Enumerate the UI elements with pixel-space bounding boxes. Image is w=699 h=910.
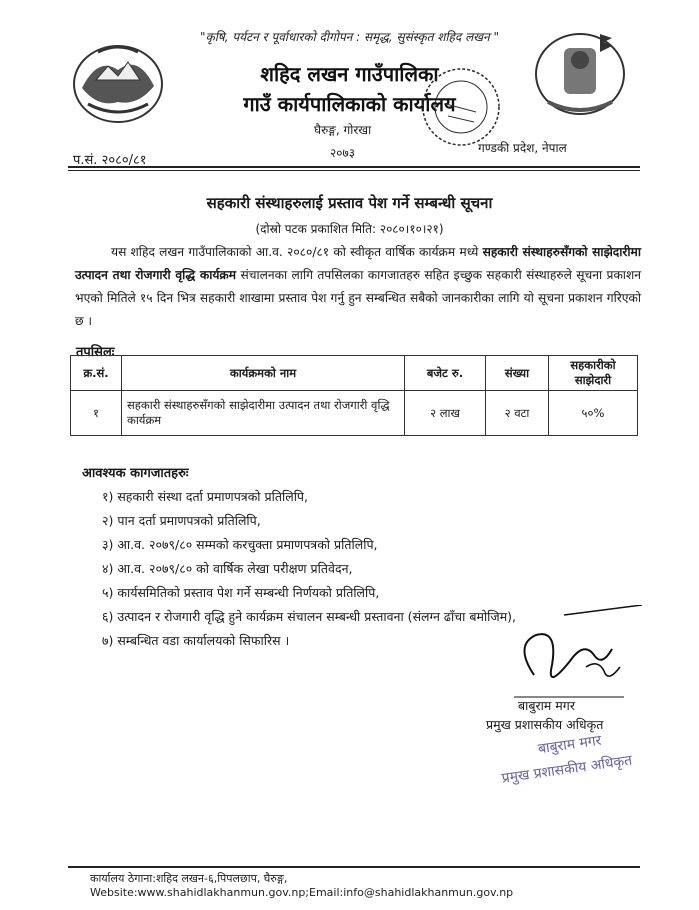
cell-share: ५०% — [549, 391, 638, 436]
header-count: संख्या — [486, 356, 549, 391]
office-address: घैरुङ्ग, गोरखा — [314, 123, 372, 137]
header-share: सहकारीको साझेदारी — [549, 356, 638, 391]
details-label: तपसिलः — [76, 345, 115, 360]
table-header-row — [71, 356, 638, 391]
header-serial: क्र.सं. — [71, 356, 122, 391]
document-item: ६) उत्पादन र रोजगारी वृद्धि हुने कार्यक्रम संचालन सम्बन्धी प्रस्तावना (संलग्न ढाँचा बमोजिम), — [102, 609, 517, 624]
document-item: १) सहकारी संस्था दर्ता प्रमाणपत्रको प्रतिलिपि, — [102, 489, 309, 504]
table-row — [71, 391, 638, 436]
cell-count: २ वटा — [486, 391, 549, 436]
notice-body-part1: यस शहिद लखन गाउँपालिकाको आ.व. २०८०/८१ को स्वीकृत वार्षिक कार्यक्रम मध्ये — [111, 245, 483, 259]
program-table — [70, 355, 638, 436]
notice-body-part2: संचालनका लागि तपसिलका कागजातहरु सहित इच्छुक सहकारी संस्थाहरुले सूचना प्रकाशन भएको मितिले १५ दिन भित्र सहकारी शाखामा प्रस्ताव पेश गर्नु हुन सम्बन्धित सबैको जानकारीका लागि यो सूचना प्रकाशन गरिएको छ । — [75, 268, 642, 328]
document-item: ३) आ.व. २०७९/८० सम्मको करचुक्ता प्रमाणपत्रको प्रतिलिपि, — [102, 537, 378, 552]
required-documents-title: आवश्यक कागजातहरुः — [82, 466, 189, 481]
letterhead-divider — [68, 166, 640, 168]
established-year: २०७३ — [330, 146, 355, 160]
province-label: गण्डकी प्रदेश, नेपाल — [478, 141, 567, 155]
cell-program-name: सहकारी संस्थाहरुसँगको साझेदारीमा उत्पादन तथा रोजगारी वृद्धि कार्यक्रम — [122, 391, 405, 436]
office-seal-stamp — [418, 64, 504, 150]
notice-title: सहकारी संस्थाहरुलाई प्रस्ताव पेश गर्ने सम्बन्धी सूचना — [206, 194, 493, 212]
signatory-name: बाबुराम मगर — [518, 698, 575, 713]
header-budget: बजेट रु. — [405, 356, 486, 391]
office-name: शहिद लखन गाउँपालिका — [260, 62, 439, 86]
notice-publish-date: (दोस्रो पटक प्रकाशित मिति: २०८०।१०।२१) — [255, 222, 444, 236]
document-item: ७) सम्बन्धित वडा कार्यालयको सिफारिस । — [102, 633, 290, 648]
notice-body-program: सहकारी संस्थाहरुसँगको साझेदारीमा उत्पादन तथा रोजगारी वृद्धि कार्यक्रम — [75, 245, 641, 282]
notice-body — [75, 241, 641, 333]
letterhead-divider-thin — [68, 170, 640, 171]
stamp-name: बाबुराम मगर — [537, 732, 603, 758]
stamp-designation: प्रमुख प्रशासकीय अधिकृत — [500, 752, 634, 787]
document-item: २) पान दर्ता प्रमाणपत्रको प्रतिलिपि, — [102, 513, 261, 528]
letterhead-slogan: "कृषि, पर्यटन र पूर्वाधारको दीगोपन : समृद्ध, सुसंस्कृत शहिद लखन " — [199, 30, 500, 44]
cell-serial: १ — [71, 391, 122, 436]
reference-number: प.सं. २०८०/८१ — [73, 153, 147, 168]
signatory-designation: प्रमुख प्रशासकीय अधिकृत — [486, 717, 604, 732]
document-item: ५) कार्यसमितिको प्रस्ताव पेश गर्ने सम्बन्धी निर्णयको प्रतिलिपि, — [102, 585, 380, 600]
office-subtitle: गाउँ कार्यपालिकाको कार्यालय — [243, 92, 456, 116]
document-item: ४) आ.व. २०७९/८० को वार्षिक लेखा परीक्षण प्रतिवेदन, — [102, 561, 353, 576]
footer-divider — [68, 866, 640, 868]
footer-contact: कार्यालय ठेगाना:शहिद लखन-६,पिपलछाप, घैरुङ्ग, Website:www.shahidlakhanmun.gov.np;Email:info@shahidlakhanmun.gov.np — [90, 872, 514, 899]
header-program-name: कार्यक्रमको नाम — [122, 356, 405, 391]
cell-budget: २ लाख — [405, 391, 486, 436]
